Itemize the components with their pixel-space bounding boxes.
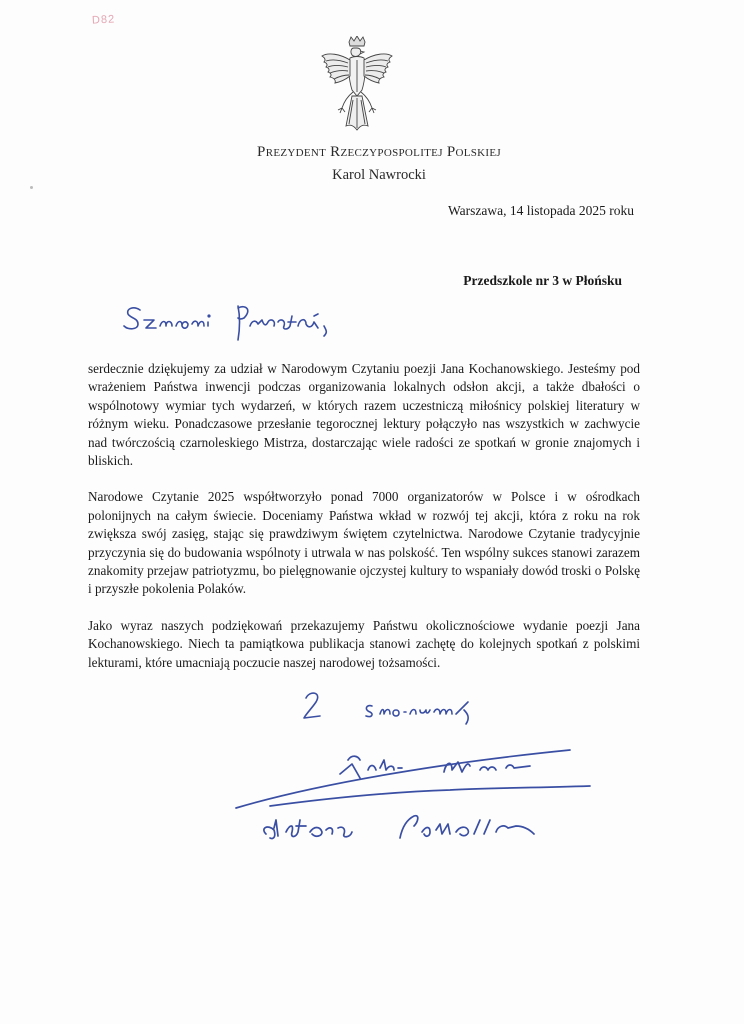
president-name: Karol Nawrocki	[332, 167, 426, 183]
scan-speck	[30, 186, 33, 189]
body-paragraph-1: serdecznie dziękujemy za udział w Narodowym Czytaniu poezji Jana Kochanowskiego. Jesteśmy pod wrażeniem Państwa inwencji podczas organizowania lokalnych odsłon akcji, a także dbałości o wspólnotowy wymiar tych wydarzeń, w których razem uczestniczą miłośnicy polskiej literatury w różnym wieku. Ponadczasowe przesłanie tegorocznej lektury połączyło nas wszystkich w zachwycie nad twórczością czarnoleskiego Mistrza, dostarczając wiele radości ze spotkań w gronie znajomych i bliskich.	[88, 361, 640, 469]
handwritten-signatures	[230, 740, 610, 850]
body-paragraph-2: Narodowe Czytanie 2025 współtworzyło ponad 7000 organizatorów w Polsce i w ośrodkach polonijnych na całym świecie. Doceniamy Państwa wkład w rozwój tej akcji, która z roku na rok zwiększa swój zasięg, stając się prawdziwym świętem czytelnictwa. Narodowe Czytanie tradycyjnie przyczynia się do budowania wspólnoty i utrwala w nas polskość. Ten wspólny sukces stanowi zarazem znakomity przejaw patriotyzmu, bo pielęgnowanie ojczystej kultury to wspaniały dowód troski o Polskę i przyszłe pokolenia Polaków.	[88, 489, 640, 597]
office-title: Prezydent Rzeczypospolitej Polskiej	[257, 144, 501, 160]
polish-eagle-emblem-icon	[318, 36, 396, 132]
letterhead	[0, 144, 744, 184]
letter-body	[88, 360, 640, 690]
recipient: Przedszkole nr 3 w Płońsku	[463, 273, 622, 288]
registry-number: D82	[91, 13, 116, 27]
date-line: Warszawa, 14 listopada 2025 roku	[448, 203, 634, 218]
handwritten-salutation	[120, 296, 360, 342]
handwritten-closing	[300, 684, 510, 730]
body-paragraph-3: Jako wyraz naszych podziękowań przekazujemy Państwu okolicznościowe wydanie poezji Jana Kochanowskiego. Niech ta pamiątkowa publikacja stanowi zachętę do kolejnych spotkań z polskimi lekturami, które umacniają poczucie naszej narodowej tożsamości.	[88, 617, 640, 670]
